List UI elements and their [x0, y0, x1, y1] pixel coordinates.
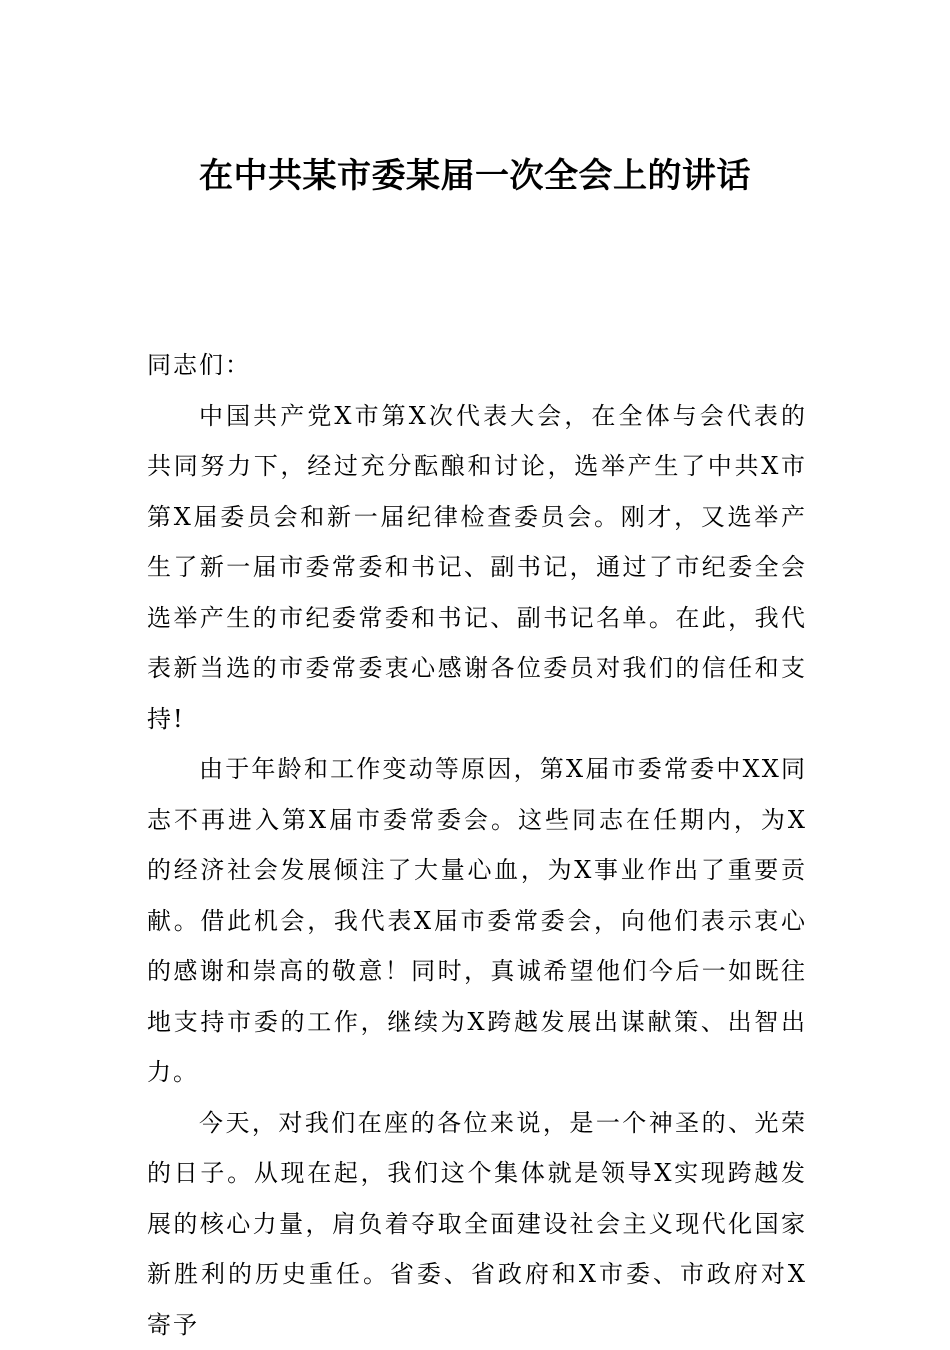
paragraph-2: 由于年龄和工作变动等原因，第X届市委常委中XX同志不再进入第X届市委常委会。这些同志在任期内，为X的经济社会发展倾注了大量心血，为X事业作出了重要贡献。借此机会，我代表X届市委常委会，向他们表示衷心的感谢和崇高的敬意！同时，真诚希望他们今后一如既往地支持市委的工作，继续为X跨越发展出谋献策、出智出力。	[147, 744, 807, 1098]
document-body	[147, 340, 807, 1350]
salutation: 同志们：	[147, 340, 807, 391]
paragraph-1: 中国共产党X市第X次代表大会，在全体与会代表的共同努力下，经过充分酝酿和讨论，选举产生了中共X市第X届委员会和新一届纪律检查委员会。刚才，又选举产生了新一届市委常委和书记、副书记，通过了市纪委全会选举产生的市纪委常委和书记、副书记名单。在此，我代表新当选的市委常委衷心感谢各位委员对我们的信任和支持!	[147, 391, 807, 745]
document-title: 在中共某市委某届一次全会上的讲话	[0, 150, 950, 202]
paragraph-3: 今天，对我们在座的各位来说，是一个神圣的、光荣的日子。从现在起，我们这个集体就是领导X实现跨越发展的核心力量，肩负着夺取全面建设社会主义现代化国家新胜利的历史重任。省委、省政府和X市委、市政府对X寄予	[147, 1098, 807, 1350]
